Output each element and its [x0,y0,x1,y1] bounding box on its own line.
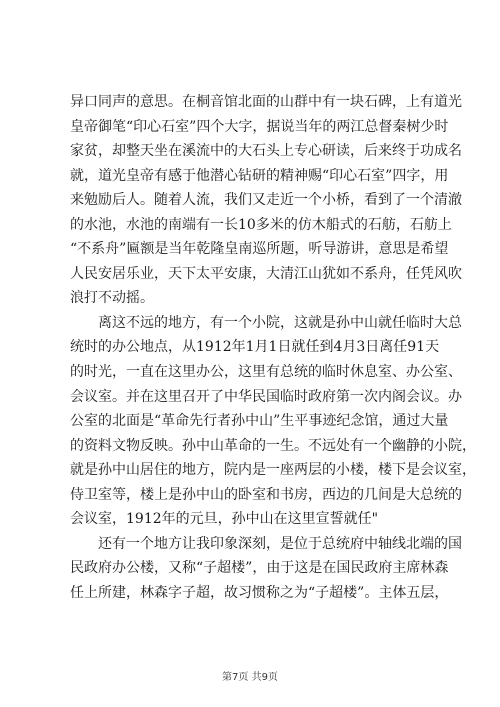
text-line: 浪打不动摇。 [70,290,154,307]
text-line: 就，道光皇帝有感于他潜心钻研的精神赐“印心石室”四字，用 [70,167,449,184]
text-line: 就是孙中山居住的地方，院内是一座两层的小楼，楼下是会议室， [70,462,476,479]
text-line: 会议室，1912年的元旦，孙中山在这里宣誓就任" [70,511,379,528]
text-line: 公室的北面是“革命先行者孙中山”生平事迹纪念馆，通过大量 [70,413,449,430]
text-line: 皇帝御笔“印心石室”四个大字，据说当年的两江总督秦树少时 [70,118,449,135]
text-line: 统时的办公地点，从1912年1月1日就任到4月3日离任91天 [70,339,440,356]
page-number: 第7页 共9页 [222,672,278,683]
text-line: 侍卫室等，楼上是孙中山的卧室和书房，西边的几间是大总统的 [70,486,462,503]
text-line: 来勉励后人。随着人流，我们又走近一个小桥，看到了一个清澈 [70,192,462,209]
text-line: 离这不远的地方，有一个小院，这就是孙中山就任临时大总 [70,314,462,331]
text-line: 的水池，水池的南端有一长10多米的仿木船式的石舫，石舫上 [70,216,452,233]
text-line: 的资料文物反映。孙中山革命的一生。不远处有一个幽静的小院， [70,437,476,454]
text-line: 任上所建，林森字子超，故习惯称之为“子超楼”。主体五层， [70,584,449,601]
text-line: “不系舟”匾额是当年乾隆皇南巡所题，听导游讲，意思是希望 [70,241,449,258]
text-line: 家贫，却整天坐在溪流中的大石头上专心研读，后来终于功成名 [70,143,462,160]
body-text [70,90,476,605]
text-line: 人民安居乐业，天下太平安康，大清江山犹如不系舟，任凭风吹 [70,265,462,282]
text-line: 会议室。并在这里召开了中华民国临时政府第一次内阁会议。办 [70,388,462,405]
text-line: 的时光，一直在这里办公，这里有总统的临时休息室、办公室、 [70,364,462,381]
text-line: 还有一个地方让我印象深刻，是位于总统府中轴线北端的国 [70,535,462,552]
text-line: 异口同声的意思。在桐音馆北面的山群中有一块石碑，上有道光 [70,94,462,110]
text-line: 民政府办公楼，又称“子超楼”，由于这是在国民政府主席林森 [70,560,449,577]
